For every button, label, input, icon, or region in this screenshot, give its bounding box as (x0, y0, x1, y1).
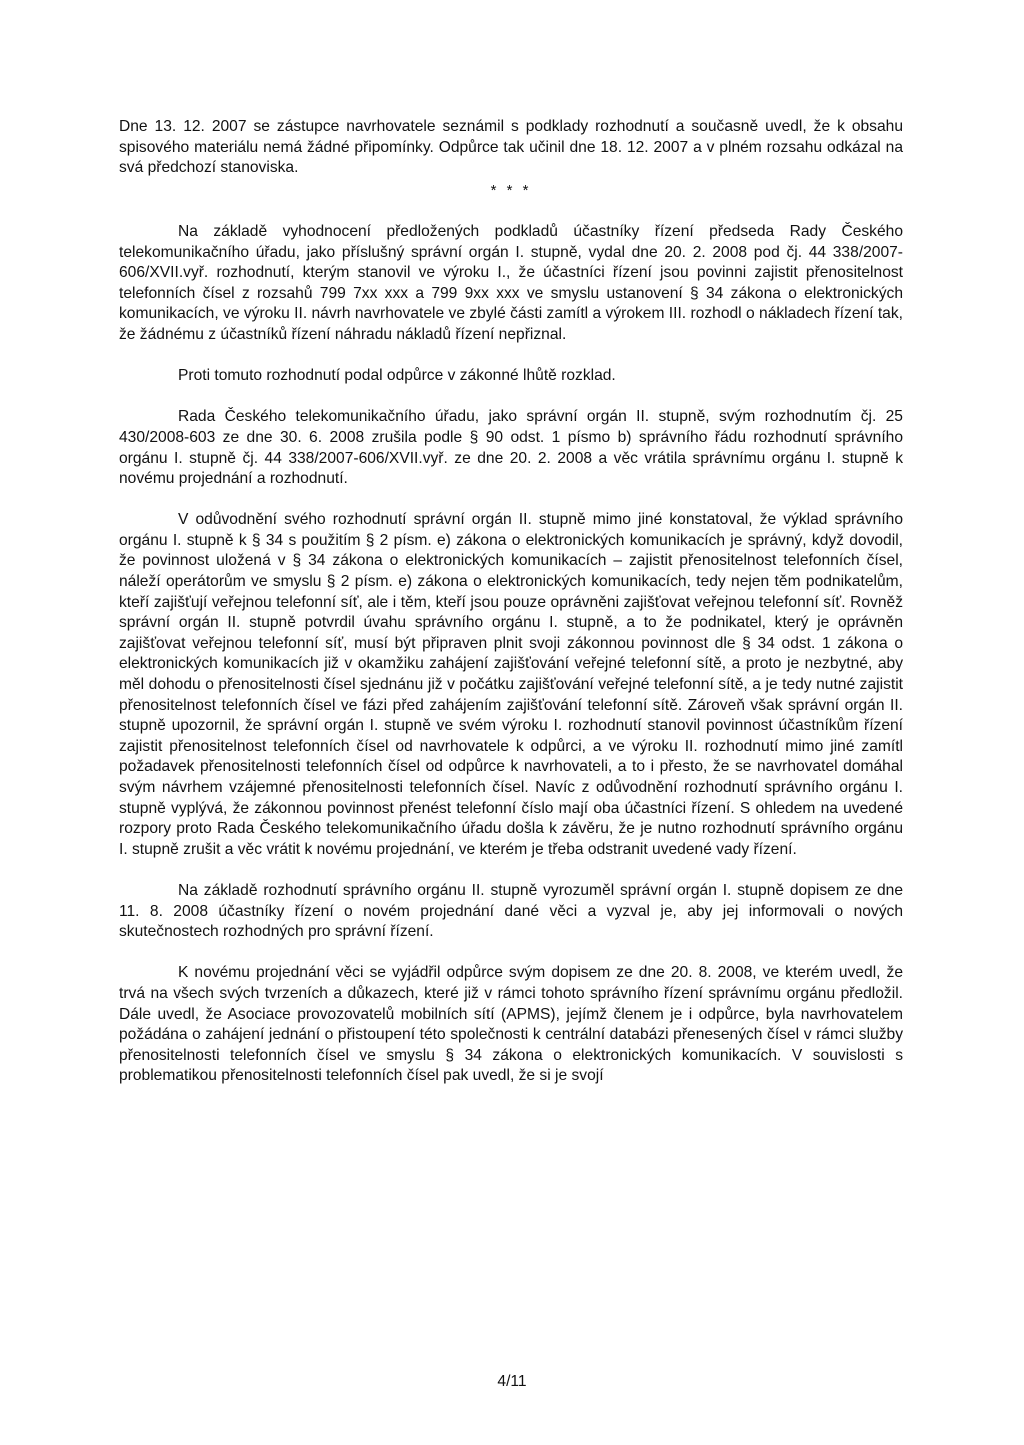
paragraph-4: Rada Českého telekomunikačního úřadu, jako správní orgán II. stupně, svým rozhodnutím čj. 25 430/2008-603 ze dne 30. 6. 2008 zrušila podle § 90 odst. 1 písmo b) správního řádu rozhodnutí správního orgánu I. stupně čj. 44 338/2007-606/XVII.vyř. ze dne 20. 2. 2008 a věc vrátila správnímu orgánu I. stupně k novému projednání a rozhodnutí. (119, 408, 903, 488)
section-separator: * * * (490, 181, 532, 199)
paragraph-1: Dne 13. 12. 2007 se zástupce navrhovatele seznámil s podklady rozhodnutí a současně uvedl, že k obsahu spisového materiálu nemá žádné připomínky. Odpůrce tak učinil dne 18. 12. 2007 a v plném rozsahu odkázal na svá předchozí stanoviska. (119, 118, 903, 177)
page-number: 4/11 (497, 1373, 527, 1390)
paragraph-7: K novému projednání věci se vyjádřil odpůrce svým dopisem ze dne 20. 8. 2008, ve kterém uvedl, že trvá na všech svých tvrzeních a důkazech, které již v rámci tohoto správního řízení správnímu orgánu předložil. Dále uvedl, že Asociace provozovatelů mobilních sítí (APMS), jejímž členem je i odpůrce, byla navrhovatelem požádána o zahájení jednání o přistoupení této společnosti k centrální databázi přenesených čísel v rámci služby přenositelnosti telefonních čísel ve smyslu § 34 zákona o elektronických komunikacích. V souvislosti s problematikou přenositelnosti telefonních čísel pak uvedl, že si je svojí (119, 964, 903, 1085)
paragraph-3: Proti tomuto rozhodnutí podal odpůrce v zákonné lhůtě rozklad. (178, 367, 616, 385)
paragraph-2: Na základě vyhodnocení předložených podkladů účastníky řízení předseda Rady Českého telekomunikačního úřadu, jako příslušný správní orgán I. stupně, vydal dne 20. 2. 2008 pod čj. 44 338/2007-606/XVII.vyř. rozhodnutí, kterým stanovil ve výroku I., že účastníci řízení jsou povinni zajistit přenositelnost telefonních čísel z rozsahů 799 7xx xxx a 799 9xx xxx ve smyslu ustanovení § 34 zákona o elektronických komunikacích, ve výroku II. návrh navrhovatele ve zbylé části zamítl a výrokem III. rozhodl o nákladech řízení tak, že žádnému z účastníků řízení náhradu nákladů řízení nepřiznal. (119, 222, 903, 343)
document-body (119, 117, 903, 1087)
paragraph-6: Na základě rozhodnutí správního orgánu II. stupně vyrozuměl správní orgán I. stupně dopisem ze dne 11. 8. 2008 účastníky řízení o novém projednání dané věci a vyzval je, aby jej informovali o nových skutečnostech rozhodných pro správní řízení. (119, 881, 903, 941)
paragraph-5: V odůvodnění svého rozhodnutí správní orgán II. stupně mimo jiné konstatoval, že výklad správního orgánu I. stupně k § 34 s použitím § 2 písm. e) zákona o elektronických komunikacích je správný, když dovodil, že povinnost uložená v § 34 zákona o elektronických komunikacích – zajistit přenositelnost telefonních čísel, náleží operátorům ve smyslu § 2 písm. e) zákona o elektronických komunikacích, tedy nejen těm podnikatelům, kteří zajišťují veřejnou telefonní síť, ale i těm, kteří jsou pouze oprávněni zajišťovat veřejnou telefonní síť. Rovněž správní orgán II. stupně potvrdil úvahu správního orgánu I. stupně, a to že podnikatel, který je oprávněn zajišťovat veřejnou telefonní síť, musí být připraven plnit svoji zákonnou povinnost dle § 34 odst. 1 zákona o elektronických komunikacích již v okamžiku zahájení zajišťování veřejné telefonní sítě, a proto je nezbytné, aby měl dohodu o přenositelnosti čísel sjednánu již v počátku zajišťování veřejné telefonní sítě, a je tedy nutné zajistit přenositelnost telefonních čísel ve fázi před zahájením zajišťování telefonní sítě. Zároveň však správní orgán II. stupně upozornil, že správní orgán I. stupně ve svém výroku I. rozhodnutí stanovil povinnost účastníkům řízení zajistit přenositelnost telefonních čísel od navrhovatele k odpůrci, a ve výroku II. rozhodnutí mimo jiné zamítl požadavek přenositelnosti telefonních čísel od odpůrce k navrhovateli, a to i přesto, že se navrhovatel domáhal svým návrhem vzájemné přenositelnosti telefonních čísel. Navíc z odůvodnění rozhodnutí správního orgánu I. stupně vyplývá, že zákonnou povinnost přenést telefonní číslo mají oba účastníci řízení. S ohledem na uvedené rozpory proto Rada Českého telekomunikačního úřadu došla k závěru, že je nutno rozhodnutí správního orgánu I. stupně zrušit a věc vrátit k novému projednání, ve kterém je třeba odstranit uvedené vady řízení. (119, 511, 903, 858)
